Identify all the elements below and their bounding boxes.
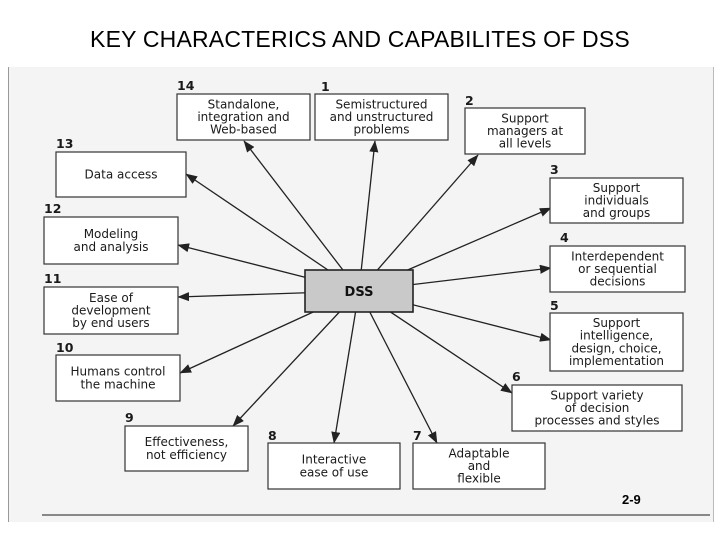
characteristic-label-14: Web-based bbox=[210, 122, 277, 137]
characteristic-label-2: all levels bbox=[498, 136, 552, 151]
dss-hub-label: DSS bbox=[344, 285, 374, 300]
characteristic-number-3: 3 bbox=[550, 162, 559, 177]
characteristic-label-4: Interdependent bbox=[571, 249, 664, 264]
characteristic-label-9: not efficiency bbox=[145, 447, 228, 462]
characteristic-label-8: Interactive bbox=[301, 452, 367, 467]
characteristic-number-2: 2 bbox=[465, 93, 474, 108]
characteristic-label-1: and unstructured bbox=[329, 110, 434, 124]
characteristic-label-14: Standalone, bbox=[207, 97, 280, 112]
characteristic-label-1: problems bbox=[353, 122, 410, 137]
arrow-to-item-7 bbox=[359, 291, 437, 443]
characteristic-label-5: intelligence, bbox=[579, 328, 654, 343]
arrow-to-item-1 bbox=[359, 141, 375, 291]
dss-hub bbox=[305, 270, 413, 312]
characteristic-label-4: decisions bbox=[589, 274, 646, 289]
characteristic-number-7: 7 bbox=[413, 428, 422, 443]
characteristic-number-13: 13 bbox=[56, 136, 74, 151]
characteristic-number-11: 11 bbox=[44, 271, 62, 286]
arrow-to-item-14 bbox=[244, 141, 359, 291]
characteristic-number-14: 14 bbox=[177, 78, 195, 93]
characteristic-label-3: Support bbox=[592, 180, 641, 195]
characteristic-label-6: processes and styles bbox=[534, 413, 660, 428]
slide-title: KEY CHARACTERICS AND CAPABILITES OF DSS bbox=[90, 26, 630, 52]
characteristic-label-9: Effectiveness, bbox=[144, 435, 229, 450]
characteristic-number-5: 5 bbox=[550, 298, 559, 313]
characteristic-label-5: Support bbox=[592, 316, 641, 331]
page-number: 2-9 bbox=[622, 492, 641, 507]
characteristic-number-4: 4 bbox=[560, 230, 569, 245]
characteristic-label-5: design, choice, bbox=[571, 341, 662, 356]
characteristic-label-6: Support variety bbox=[550, 388, 644, 403]
characteristic-label-12: Modeling bbox=[83, 227, 139, 242]
characteristic-label-7: flexible bbox=[457, 471, 501, 486]
characteristic-label-4: or sequential bbox=[578, 262, 657, 276]
characteristic-label-14: integration and bbox=[197, 110, 290, 124]
characteristic-label-2: Support bbox=[501, 111, 549, 126]
characteristic-label-11: by end users bbox=[72, 316, 150, 331]
characteristic-label-3: individuals bbox=[584, 193, 649, 208]
characteristic-label-3: and groups bbox=[582, 206, 651, 221]
characteristic-label-10: the machine bbox=[80, 377, 156, 392]
characteristic-number-1: 1 bbox=[321, 79, 330, 94]
characteristic-label-6: of decision bbox=[564, 401, 630, 415]
characteristic-number-6: 6 bbox=[512, 369, 521, 384]
characteristic-label-11: Ease of bbox=[89, 290, 133, 305]
characteristic-label-7: and bbox=[467, 459, 491, 473]
characteristic-number-8: 8 bbox=[268, 428, 277, 443]
characteristic-number-9: 9 bbox=[125, 410, 134, 425]
characteristic-label-12: and analysis bbox=[73, 239, 149, 254]
characteristic-label-11: development bbox=[71, 303, 151, 318]
characteristic-label-8: ease of use bbox=[299, 465, 369, 480]
characteristic-label-10: Humans control bbox=[70, 364, 166, 379]
characteristic-number-12: 12 bbox=[44, 201, 62, 216]
characteristic-label-5: implementation bbox=[568, 353, 665, 368]
characteristic-label-7: Adaptable bbox=[448, 446, 510, 461]
characteristic-number-10: 10 bbox=[56, 340, 74, 355]
characteristic-label-13: Data access bbox=[84, 167, 158, 182]
characteristic-label-1: Semistructured bbox=[335, 97, 428, 112]
characteristic-label-2: managers at bbox=[486, 124, 564, 138]
